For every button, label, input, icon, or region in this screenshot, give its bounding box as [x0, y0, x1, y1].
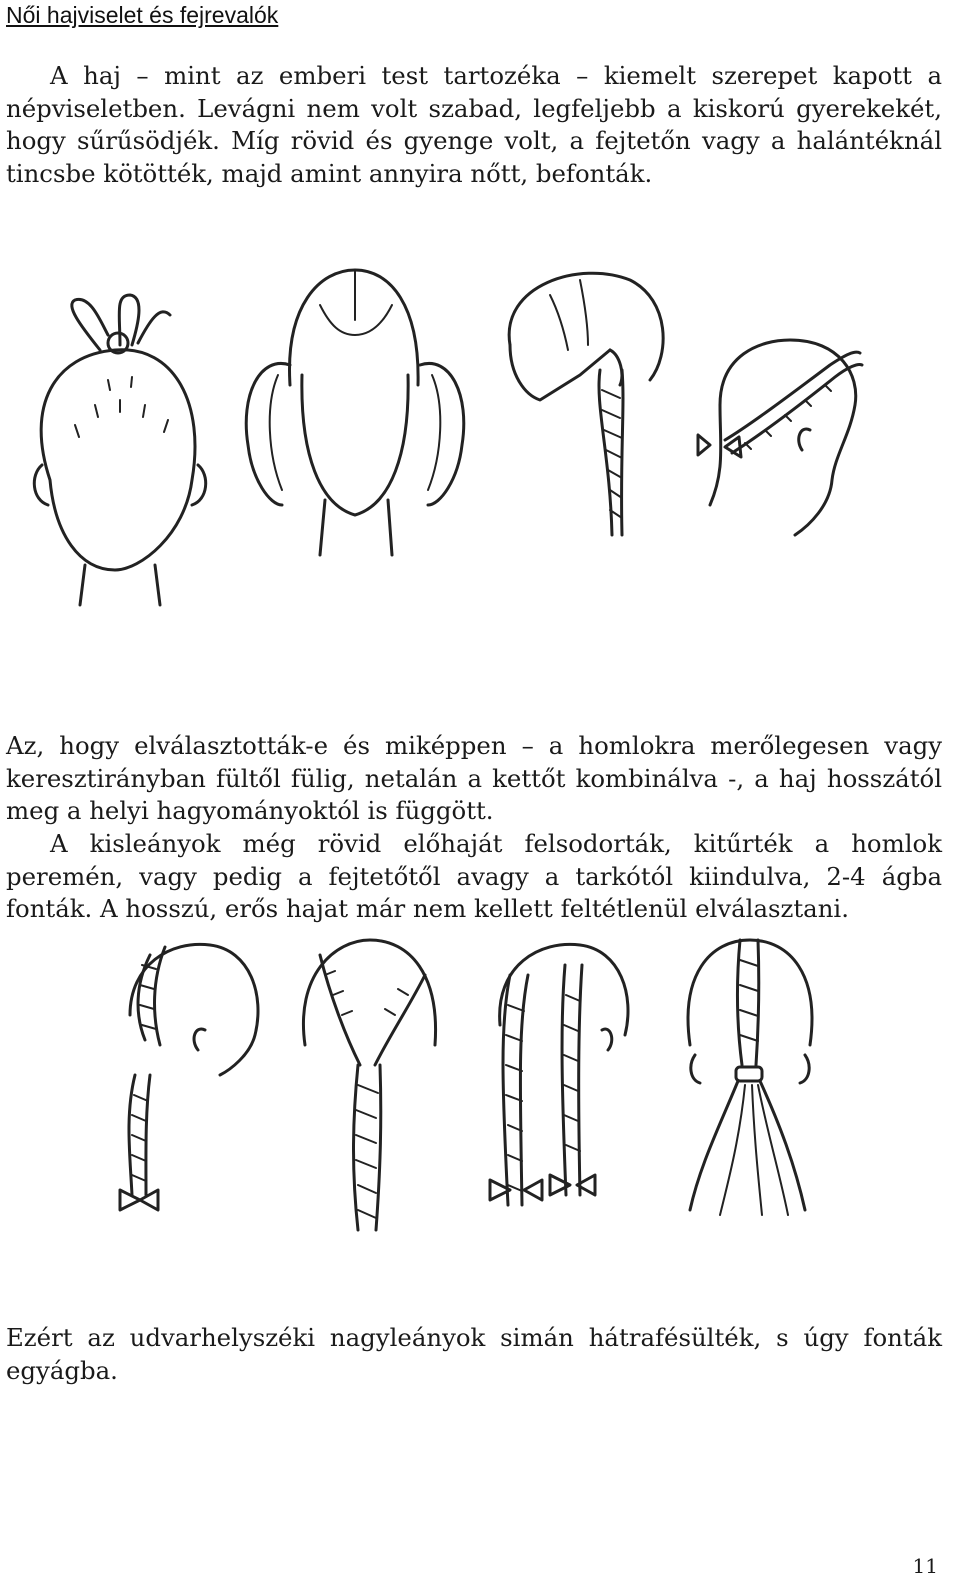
head-pigtails-illustration [246, 270, 464, 555]
girls-braids-paragraph: A kisleányok még rövid előhaját felsodorták, kitűrték a homlok peremén, vagy pedig a fejtetőtől avagy a tarkótól kiindulva, 2-4 ágba fonták. A hosszú, erős hajat már nem kellett feltétlenül elválasztani. [6, 829, 942, 923]
head-braid-side-illustration [509, 273, 663, 535]
head-topknot-illustration [34, 295, 205, 605]
parting-paragraph: Az, hogy elválasztották-e és miképpen – a homlokra merőlegesen vagy keresztirányban fültől fülig, netalán a kettőt kombinálva -, a haj hosszától meg a helyi hagyományoktól is függött. [6, 731, 942, 825]
hairstyle-illustrations-row-1 [20, 265, 940, 610]
intro-paragraph: A haj – mint az emberi test tartozéka – kiemelt szerepet kapott a népviseletben. Levágni nem volt szabad, legfeljebb a kiskorú gyerekekét, hogy sűrűsödjék. Míg rövid és gyenge volt, a fejtetőn vagy a halántéknál tincsbe kötötték, majd amint annyira nőtt, befonták. [6, 61, 942, 188]
braid-ponytail-illustration [688, 940, 812, 1215]
braid-sketches-bottom [90, 935, 870, 1240]
head-crown-braid-illustration [698, 340, 862, 535]
hairstyle-illustrations-row-2 [90, 935, 870, 1240]
braid-single-center-illustration [303, 940, 435, 1230]
page-title: Női hajviselet és fejrevalók [6, 2, 279, 28]
braid-side-bow-illustration [120, 944, 258, 1210]
hairstyle-sketches-top [20, 265, 940, 610]
page-number: 11 [912, 1554, 938, 1578]
closing-paragraph: Ezért az udvarhelyszéki nagyleányok simán hátrafésülték, s úgy fonták egyágba. [6, 1323, 942, 1385]
braid-double-side-illustration [490, 944, 628, 1205]
